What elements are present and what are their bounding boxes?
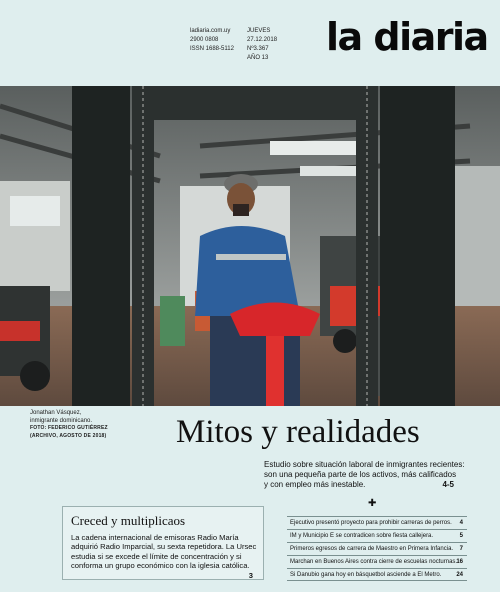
phone-number: 2900 0808 [190, 37, 219, 43]
cover-photo [0, 86, 500, 406]
index-item[interactable] [287, 555, 467, 568]
index-item-page: 7 [459, 546, 463, 552]
headline-deck [264, 460, 474, 490]
separator-star-icon: ✚ [368, 498, 377, 509]
photo-credit: FOTO: FEDERICO GUTIÉRREZ [30, 425, 108, 431]
index-item[interactable] [287, 542, 467, 555]
deck-line-3-text: y con empleo más inestable. [264, 480, 366, 489]
weekday: JUEVES [247, 28, 271, 34]
index-item[interactable] [287, 516, 467, 529]
issn: ISSN 1688-5112 [190, 46, 234, 52]
cover-photo-illustration [0, 86, 500, 406]
site-url: ladiaria.com.uy [190, 28, 231, 34]
deck-line-2: son una pequeña parte de los activos, más calificados [264, 470, 457, 479]
index-item-page: 24 [456, 572, 463, 578]
newspaper-logo: la diaria [326, 15, 488, 59]
index-item[interactable] [287, 568, 467, 581]
photo-archive: (ARCHIVO, AGOSTO DE 2018) [30, 432, 107, 439]
index-item-page: 4 [459, 520, 463, 526]
news-index [287, 516, 467, 581]
index-item-page: 5 [459, 533, 463, 539]
index-item-text: Si Danubio gana hoy en básquetbol asciende a El Metro. [290, 572, 442, 578]
story-box-text [71, 533, 257, 580]
year: AÑO 13 [247, 55, 269, 61]
issue-date: 27.12.2018 [247, 37, 278, 43]
photo-caption [30, 410, 140, 440]
index-item-page: 16 [456, 559, 463, 565]
story-box-body: La cadena internacional de emisoras Radio María adquirió Radio Imparcial, su sexta repetidora. La Ursec estudia si se excede el límite de concentración y si conforma un grupo económico con la iglesia católica. [71, 533, 257, 571]
story-box[interactable] [62, 506, 264, 580]
index-item-text: Marchan en Buenos Aires contra cierre de escuelas nocturnas. [290, 559, 458, 565]
index-item[interactable] [287, 529, 467, 542]
main-headline[interactable]: Mitos y realidades [176, 414, 420, 450]
masthead [0, 0, 500, 86]
deck-line-1: Estudio sobre situación laboral de inmigrantes recientes: [264, 460, 465, 469]
deck-page-ref: 4-5 [442, 480, 454, 489]
index-item-text: Primeros egresos de carrera de Maestro en Primera Infancia. [290, 546, 454, 552]
issue-number: Nº3.367 [247, 46, 269, 52]
story-box-page-ref: 3 [248, 570, 253, 580]
story-box-title: Creced y multiplicaos [71, 513, 186, 528]
caption-name: Jonathan Vásquez, [30, 410, 82, 416]
caption-description: inmigrante dominicano. [30, 417, 93, 424]
contact-info [190, 27, 234, 54]
index-item-text: IM y Municipio E se contradicen sobre fiesta callejera. [290, 533, 434, 539]
index-item-text: Ejecutivo presentó proyecto para prohibir carreras de perros. [290, 520, 452, 526]
deck-line-3 [264, 480, 474, 490]
issue-info [247, 27, 277, 63]
